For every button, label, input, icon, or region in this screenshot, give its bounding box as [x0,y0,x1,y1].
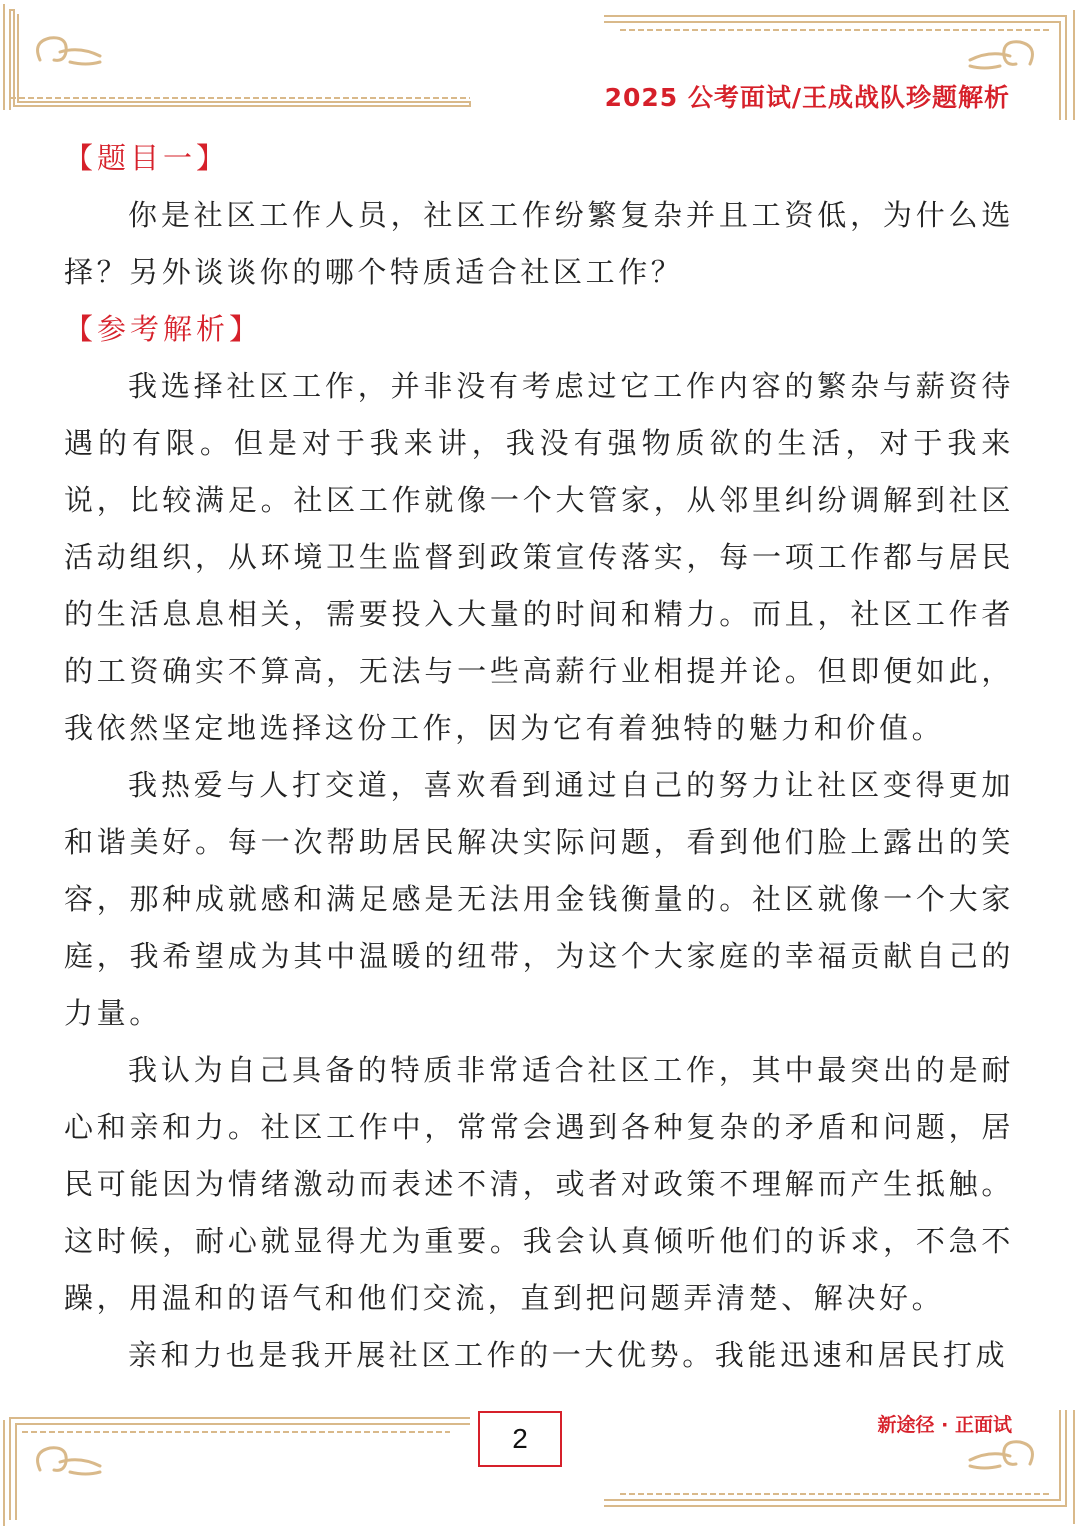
page-number: 2 [478,1411,562,1467]
analysis-paragraph: 我认为自己具备的特质非常适合社区工作，其中最突出的是耐心和亲和力。社区工作中，常常会遇到各种复杂的矛盾和问题，居民可能因为情绪激动而表述不清，或者对政策不理解而产生抵触。这时候，耐心就显得尤为重要。我会认真倾听他们的诉求，不急不躁，用温和的语气和他们交流，直到把问题弄清楚、解决好。 [64,1053,1014,1315]
question-label: 【题目一】 [64,141,230,175]
analysis-label: 【参考解析】 [64,312,263,346]
article-body [64,130,1014,1384]
question-text: 你是社区工作人员，社区工作纷繁复杂并且工资低，为什么选择？另外谈谈你的哪个特质适合社区工作？ [64,198,1014,289]
analysis-paragraph: 我选择社区工作，并非没有考虑过它工作内容的繁杂与薪资待遇的有限。但是对于我来讲，我没有强物质欲的生活，对于我来说，比较满足。社区工作就像一个大管家，从邻里纠纷调解到社区活动组织，从环境卫生监督到政策宣传落实，每一项工作都与居民的生活息息相关，需要投入大量的时间和精力。而且，社区工作者的工资确实不算高，无法与一些高薪行业相提并论。但即便如此，我依然坚定地选择这份工作，因为它有着独特的魅力和价值。 [64,369,1014,745]
header-title: 2025 公考面试/王成战队珍题解析 [604,83,1010,112]
analysis-paragraph: 亲和力也是我开展社区工作的一大优势。我能迅速和居民打成 [128,1338,1009,1372]
analysis-paragraph: 我热爱与人打交道，喜欢看到通过自己的努力让社区变得更加和谐美好。每一次帮助居民解决实际问题，看到他们脸上露出的笑容，那种成就感和满足感是无法用金钱衡量的。社区就像一个大家庭，我希望成为其中温暖的纽带，为这个大家庭的幸福贡献自己的力量。 [64,768,1014,1030]
footer-brand: 新途径 · 正面试 [877,1414,1012,1436]
